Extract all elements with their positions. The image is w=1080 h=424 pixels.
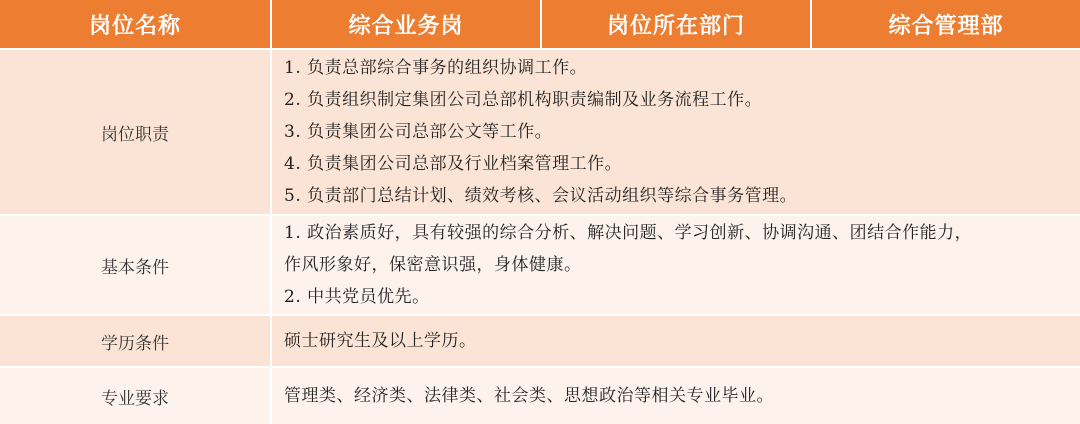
header-position-name-value: 综合业务岗 [270,0,540,48]
row-responsibilities [0,48,1080,214]
row-label: 岗位职责 [0,50,272,214]
row-major [0,366,1080,424]
row-label: 学历条件 [0,316,272,366]
header-department-label: 岗位所在部门 [540,0,810,48]
content-line: 硕士研究生及以上学历。 [284,331,477,351]
row-content [284,316,1066,366]
row-label: 专业要求 [0,368,272,424]
row-content [284,50,1066,214]
content-line: 5. 负责部门总结计划、绩效考核、会议活动组织等综合事务管理。 [284,186,798,206]
content-line: 2. 中共党员优先。 [284,287,430,307]
content-line: 1. 负责总部综合事务的组织协调工作。 [284,58,588,78]
header-department-value: 综合管理部 [810,0,1080,48]
content-line: 1. 政治素质好，具有较强的综合分析、解决问题、学习创新、协调沟通、团结合作能力， [284,223,973,243]
content-line: 3. 负责集团公司总部公文等工作。 [284,122,553,142]
content-line: 作风形象好，保密意识强，身体健康。 [284,255,582,275]
row-label: 基本条件 [0,216,272,314]
row-content [284,216,1066,314]
content-line: 管理类、经济类、法律类、社会类、思想政治等相关专业毕业。 [284,386,774,406]
content-line: 2. 负责组织制定集团公司总部机构职责编制及业务流程工作。 [284,90,763,110]
header-position-name-label: 岗位名称 [0,0,270,48]
row-basic-conditions [0,214,1080,314]
content-line: 4. 负责集团公司总部及行业档案管理工作。 [284,154,623,174]
row-content [284,368,1066,424]
row-education [0,314,1080,366]
